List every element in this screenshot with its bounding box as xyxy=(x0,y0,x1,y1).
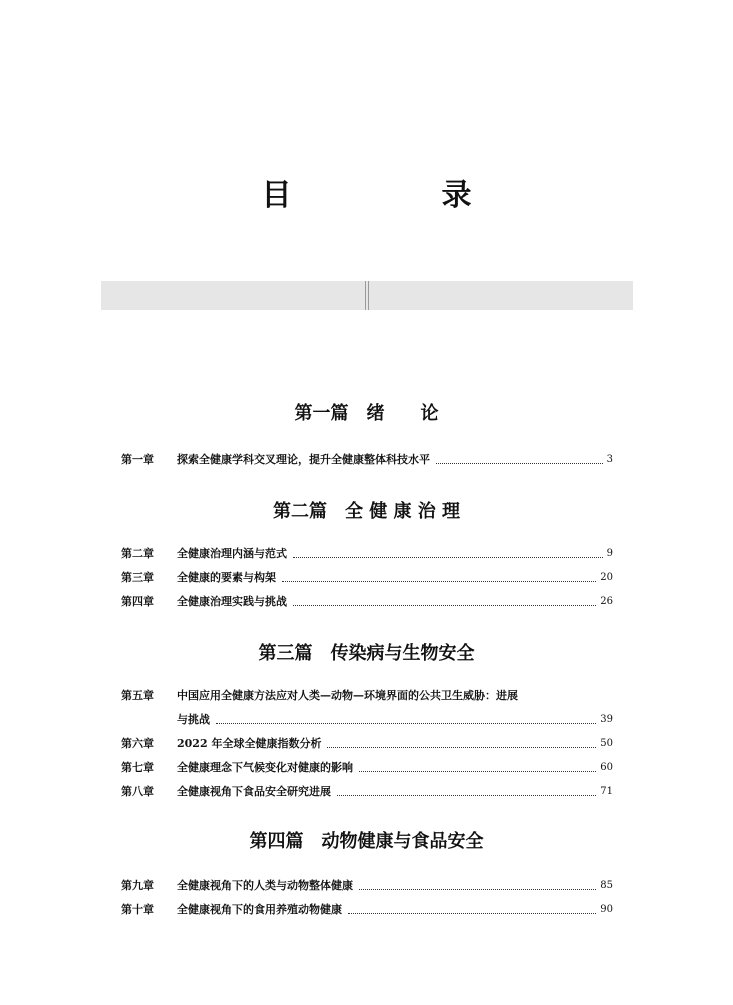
part-heading: 第二篇 全 健 康 治 理 xyxy=(272,501,461,522)
dot-leader xyxy=(436,462,603,464)
page-title: 目 录 xyxy=(261,178,532,213)
page-number: 3 xyxy=(606,454,613,465)
chapter-title: 全健康视角下的人类与动物整体健康 xyxy=(177,879,353,892)
page-number: 26 xyxy=(600,596,613,607)
chapter-title-continued: 与挑战 xyxy=(177,713,210,726)
dot-leader xyxy=(327,746,596,748)
chapter-number: 第七章 xyxy=(121,761,154,774)
chapter-title: 探索全健康学科交叉理论，提升全健康整体科技水平 xyxy=(177,453,430,466)
dot-leader xyxy=(359,888,596,890)
dot-leader xyxy=(293,556,603,558)
dot-leader xyxy=(337,794,596,796)
chapter-number: 第十章 xyxy=(121,903,154,916)
chapter-title: 全健康治理内涵与范式 xyxy=(177,547,287,560)
chapter-title: 中国应用全健康方法应对人类—动物—环境界面的公共卫生威胁：进展 xyxy=(177,689,518,702)
page-number: 71 xyxy=(600,786,613,797)
dot-leader xyxy=(348,912,596,914)
page-number: 9 xyxy=(606,548,613,559)
chapter-title: 全健康的要素与构架 xyxy=(177,571,276,584)
chapter-title: 2022 年全球全健康指数分析 xyxy=(177,737,322,750)
dot-leader xyxy=(282,580,596,582)
page-number: 39 xyxy=(600,714,613,725)
chapter-number: 第八章 xyxy=(121,785,154,798)
part-heading: 第四篇 动物健康与食品安全 xyxy=(249,831,484,852)
dot-leader xyxy=(293,604,596,606)
decorative-header-bar xyxy=(101,281,633,310)
chapter-number: 第二章 xyxy=(121,547,154,560)
page-number: 90 xyxy=(600,904,613,915)
chapter-number: 第五章 xyxy=(121,689,154,702)
page-number: 85 xyxy=(600,880,613,891)
chapter-title: 全健康视角下食品安全研究进展 xyxy=(177,785,331,798)
dot-leader xyxy=(359,770,596,772)
chapter-title: 全健康视角下的食用养殖动物健康 xyxy=(177,903,342,916)
page-number: 20 xyxy=(600,572,613,583)
dot-leader xyxy=(216,722,596,724)
page-number: 60 xyxy=(600,762,613,773)
chapter-number: 第四章 xyxy=(121,595,154,608)
chapter-number: 第九章 xyxy=(121,879,154,892)
part-heading: 第三篇 传染病与生物安全 xyxy=(258,643,475,664)
part-heading: 第一篇 绪 论 xyxy=(294,403,439,424)
chapter-number: 第三章 xyxy=(121,571,154,584)
page-number: 50 xyxy=(600,738,613,749)
chapter-number: 第六章 xyxy=(121,737,154,750)
chapter-title: 全健康理念下气候变化对健康的影响 xyxy=(177,761,353,774)
chapter-number: 第一章 xyxy=(121,453,154,466)
chapter-title: 全健康治理实践与挑战 xyxy=(177,595,287,608)
